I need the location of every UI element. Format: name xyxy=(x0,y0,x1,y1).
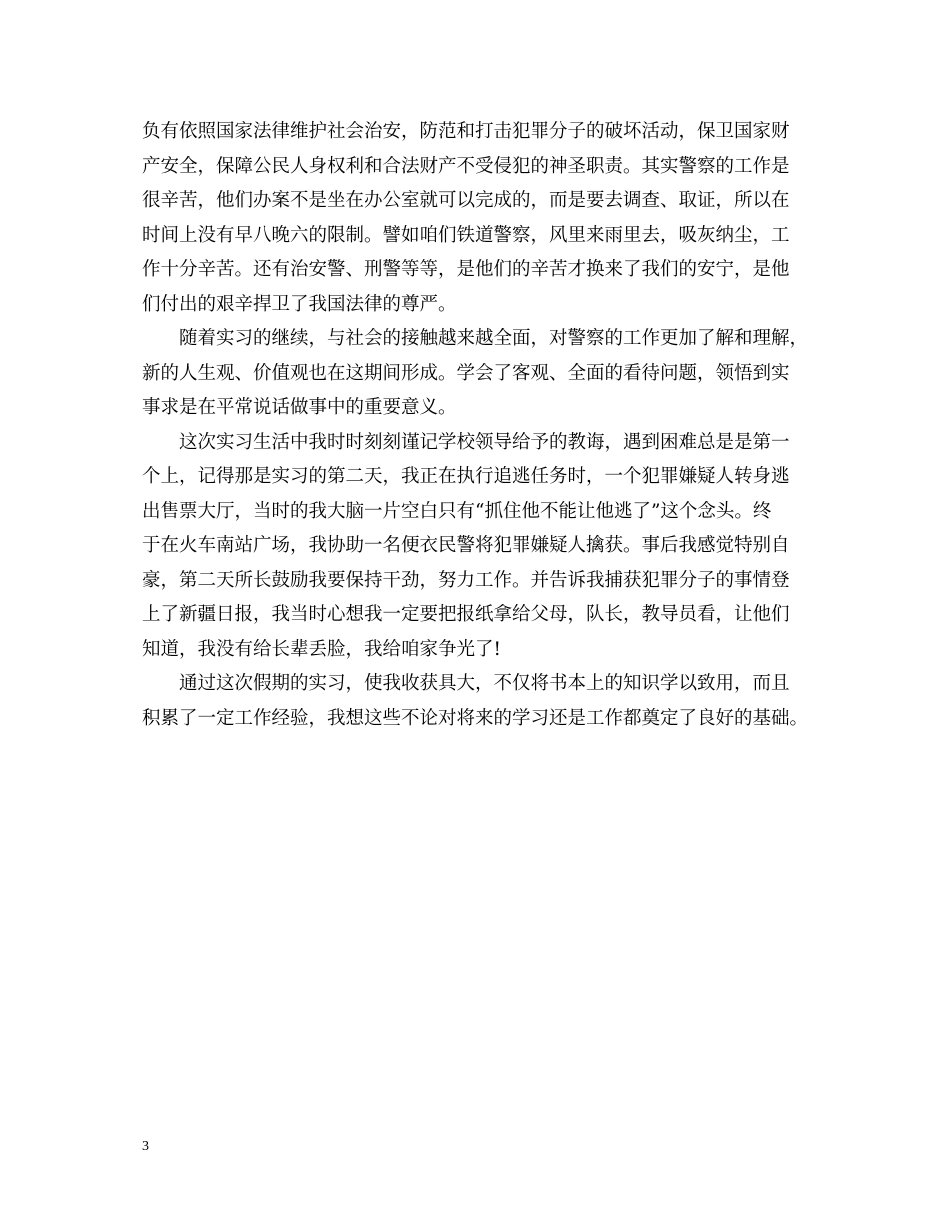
text-line: 这次实习生活中我时时刻刻谨记学校领导给予的教诲，遇到困难总是是第一 xyxy=(142,431,790,453)
text-line: 们付出的艰辛捍卫了我国法律的尊严。 xyxy=(142,293,457,315)
text-line: 豪，第二天所长鼓励我要保持干劲，努力工作。并告诉我捕获犯罪分子的事情登 xyxy=(142,569,790,591)
text-line: 很辛苦，他们办案不是坐在办公室就可以完成的，而是要去调查、取证，所以在 xyxy=(142,190,790,211)
text-line: 于在火车南站广场，我协助一名便衣民警将犯罪嫌疑人擒获。事后我感觉特别自 xyxy=(142,535,790,556)
text-line: 出售票大厅，当时的我大脑一片空白只有“抓住他不能让他逃了”这个念头。终 xyxy=(142,500,772,522)
body-text xyxy=(142,115,817,736)
page-number: 3 xyxy=(142,1139,149,1154)
text-line: 事求是在平常说话做事中的重要意义。 xyxy=(142,397,457,418)
text-line: 作十分辛苦。还有治安警、刑警等等，是他们的辛苦才换来了我们的安宁，是他 xyxy=(142,259,790,280)
text-line: 个上，记得那是实习的第二天，我正在执行追逃任务时，一个犯罪嫌疑人转身逃 xyxy=(142,466,790,487)
text-line: 通过这次假期的实习，使我收获具大，不仅将书本上的知识学以致用，而且 xyxy=(142,673,790,694)
text-line: 随着实习的继续，与社会的接触越来越全面，对警察的工作更加了解和理解， xyxy=(142,328,809,349)
text-line: 产安全，保障公民人身权利和合法财产不受侵犯的神圣职责。其实警察的工作是 xyxy=(142,155,790,177)
text-line: 时间上没有早八晚六的限制。譬如咱们铁道警察，风里来雨里去，吸灰纳尘，工 xyxy=(142,224,790,246)
text-line: 新的人生观、价值观也在这期间形成。学会了客观、全面的看待问题，领悟到实 xyxy=(142,362,790,384)
text-line: 上了新疆日报，我当时心想我一定要把报纸拿给父母，队长，教导员看，让他们 xyxy=(142,604,790,625)
text-line: 知道，我没有给长辈丢脸，我给咱家争光了! xyxy=(142,638,501,660)
text-line: 积累了一定工作经验，我想这些不论对将来的学习还是工作都奠定了良好的基础。 xyxy=(142,707,809,729)
text-line: 负有依照国家法律维护社会治安，防范和打击犯罪分子的破坏活动，保卫国家财 xyxy=(142,121,790,142)
